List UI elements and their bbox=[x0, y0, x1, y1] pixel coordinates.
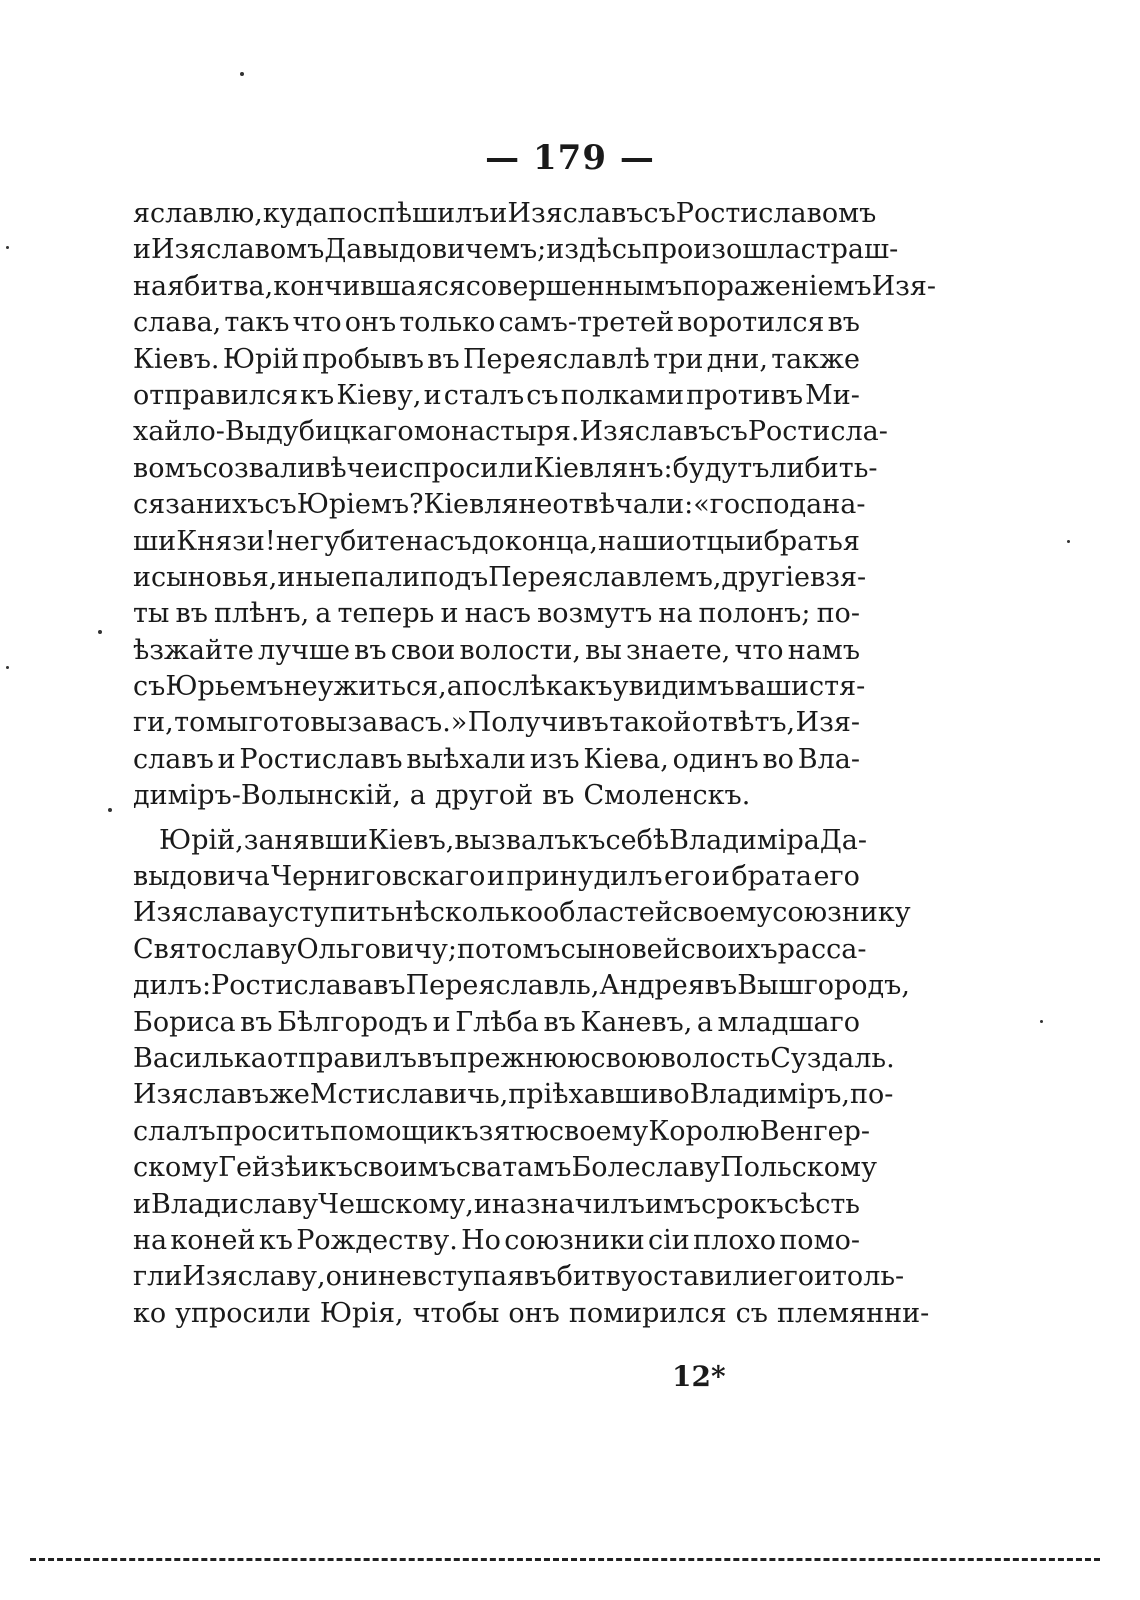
ink-speck bbox=[108, 808, 112, 812]
page-number-header: — 179 — bbox=[485, 138, 655, 178]
text-line: на коней къ Рождеству. Но союзники сіи плохо помо- bbox=[133, 1224, 860, 1256]
text-line: диміръ-Волынскій, а другой въ Смоленскъ. bbox=[133, 780, 751, 812]
text-line: отправился къ Кіеву, и сталъ съ полками противъ Ми- bbox=[133, 379, 860, 411]
text-line: Бориса въ Бѣлгородъ и Глѣба въ Каневъ, а младшаго bbox=[133, 1006, 860, 1038]
text-line: славъ и Ростиславъ выѣхали изъ Кіева, одинъ во Вла- bbox=[133, 743, 860, 775]
text-line: гли Изяславу, они не вступая въ битву оставили его и толь- bbox=[133, 1261, 905, 1293]
text-line: ся за нихъ съ Юріемъ? Кіевляне отвѣчали: «господа на- bbox=[133, 489, 866, 521]
text-line: ты въ плѣнъ, а теперь и насъ возмутъ на полонъ; по- bbox=[133, 598, 860, 630]
signature-mark: 12* bbox=[672, 1360, 726, 1393]
text-line: Юрій, занявши Кіевъ, вызвалъ къ себѣ Владиміра Да- bbox=[159, 824, 868, 856]
body-text bbox=[133, 196, 937, 1332]
text-line: Василька отправилъ въ прежнюю свою волость Суздаль. bbox=[133, 1042, 895, 1074]
text-line: ѣзжайте лучше въ свои волости, вы знаете, что намъ bbox=[133, 634, 860, 666]
text-line: ши Князи! не губите насъ до конца, наши отцы и братья bbox=[133, 525, 860, 557]
text-line: и сыновья, иные пали подъ Переяславлемъ, другіе взя- bbox=[133, 561, 867, 593]
text-line: выдовича Черниговскаго и принудилъ его и брата его bbox=[133, 861, 860, 893]
text-line: яславлю, куда поспѣшилъ и Изяславъ съ Ростиславомъ bbox=[133, 198, 877, 229]
paragraph-gap bbox=[133, 815, 860, 823]
text-line: скому Гейзѣ и къ своимъ сватамъ Болеславу Польскому bbox=[133, 1152, 877, 1184]
ink-speck bbox=[1040, 1020, 1043, 1023]
ink-speck bbox=[1067, 540, 1070, 543]
text-line: слалъ просить помощи къ зятю своему Королю Венгер- bbox=[133, 1115, 871, 1147]
paragraph bbox=[133, 196, 937, 815]
ink-speck bbox=[98, 630, 102, 634]
text-line: Кіевъ. Юрій пробывъ въ Переяславлѣ три дни, также bbox=[133, 343, 860, 375]
text-line: ко упросили Юрія, чтобы онъ помирился съ племянни- bbox=[133, 1297, 930, 1329]
text-line: Изяславъ же Мстиславичь, пріѣхавши во Владиміръ, по- bbox=[133, 1079, 894, 1111]
text-line: слава, такъ что онъ только самъ-третей воротился въ bbox=[133, 307, 860, 339]
text-line: ги, то мы готовы за васъ.» Получивъ такой отвѣтъ, Изя- bbox=[133, 707, 860, 739]
text-line: вомъ созвали вѣче и спросили Кіевлянъ: будутъ ли бить- bbox=[133, 452, 878, 484]
ink-speck bbox=[6, 246, 9, 249]
paragraph bbox=[133, 823, 930, 1332]
text-line: дилъ: Ростислава въ Переяславль, Андрея въ Вышгородъ, bbox=[133, 970, 910, 1002]
text-line: Изяслава уступить нѣсколько областей своему союзнику bbox=[133, 897, 911, 929]
ink-speck bbox=[6, 666, 9, 669]
text-line: съ Юрьемъ не ужиться, а послѣ какъ увидимъ ваши стя- bbox=[133, 671, 866, 703]
text-line: и Владиславу Чешскому, и назначилъ имъ срокъ сѣсть bbox=[133, 1188, 861, 1220]
text-line: ная битва, кончившаяся совершеннымъ пораженіемъ Изя- bbox=[133, 270, 937, 302]
text-line: хайло-Выдубицкаго монастыря. Изяславъ съ Ростисла- bbox=[133, 416, 888, 448]
ink-speck bbox=[240, 72, 244, 76]
text-line: Святославу Ольговичу; потомъ сыновей своихъ расса- bbox=[133, 933, 867, 965]
text-line: и Изяславомъ Давыдовичемъ; и здѣсь произошла страш- bbox=[133, 234, 899, 266]
bottom-scan-edge bbox=[30, 1558, 1100, 1561]
